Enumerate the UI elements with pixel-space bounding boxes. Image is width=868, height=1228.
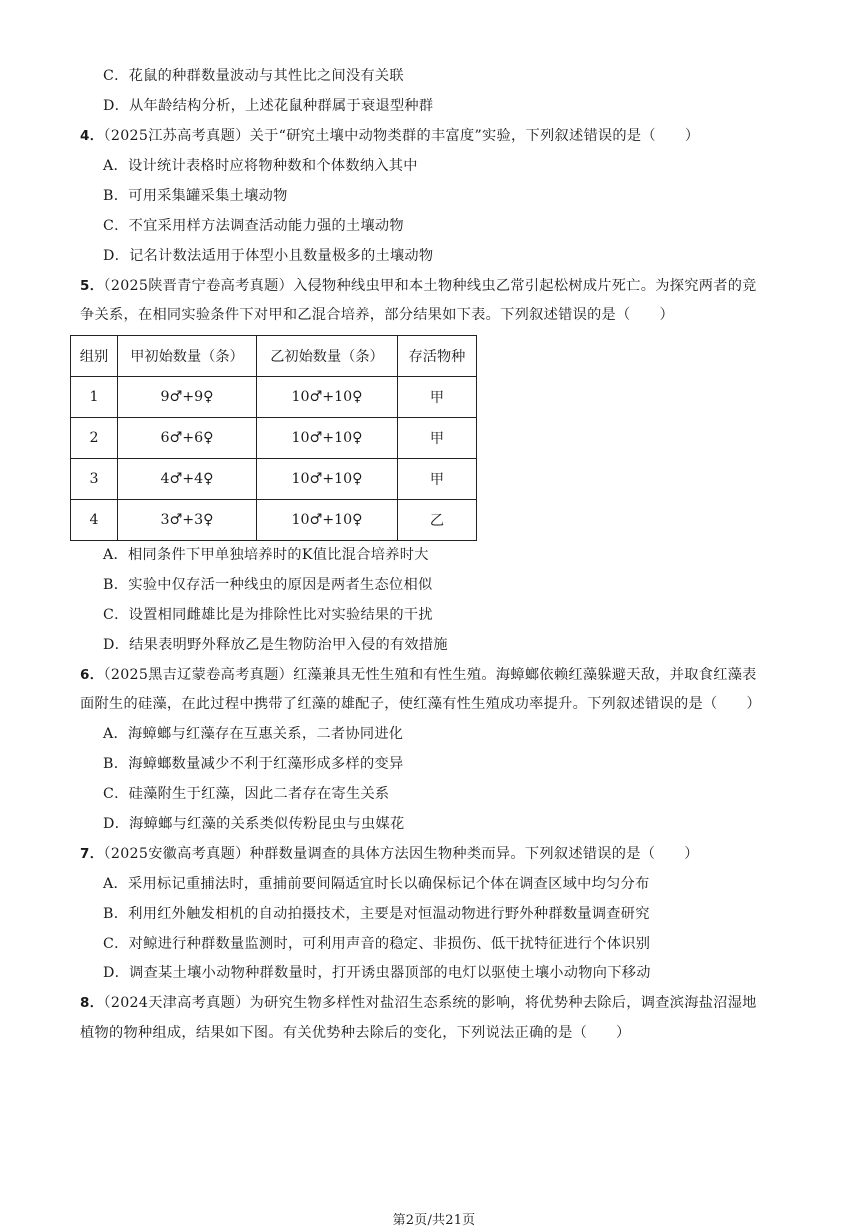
q7-option-b: B．利用红外触发相机的自动拍摄技术，主要是对恒温动物进行野外种群数量调查研究 [103, 906, 650, 922]
q4-option-d: D．记名计数法适用于体型小且数量极多的土壤动物 [103, 248, 434, 264]
question-number: 6． [80, 667, 104, 683]
question-number: 8． [80, 995, 104, 1011]
question-6 [80, 665, 757, 685]
question-5 [80, 276, 757, 296]
page-footer: 第2页/共21页 [392, 1213, 476, 1228]
prev-option-d: D．从年龄结构分析，上述花鼠种群属于衰退型种群 [103, 98, 434, 114]
question-stem-line1: （2025陕晋青宁卷高考真题）入侵物种线虫甲和本土物种线虫乙常引起松树成片死亡。为探究两者的竞 [103, 278, 757, 294]
table-cell: 6♂+6♀ [118, 418, 257, 459]
q6-option-d: D．海蟑螂与红藻的关系类似传粉昆虫与虫媒花 [103, 816, 405, 832]
table-cell: 4 [71, 500, 118, 541]
table-cell: 9♂+9♀ [118, 377, 257, 418]
table-row [71, 500, 477, 541]
q6-option-b: B．海蟑螂数量减少不利于红藻形成多样的变异 [103, 756, 404, 772]
question-stem-line1: （2024天津高考真题）为研究生物多样性对盐沼生态系统的影响，将优势种去除后，调查滨海盐沼湿地 [103, 995, 757, 1011]
table-cell: 1 [71, 377, 118, 418]
q7-option-d: D．调查某土壤小动物种群数量时，打开诱虫器顶部的电灯以驱使土壤小动物向下移动 [103, 965, 651, 981]
table-cell: 甲 [398, 459, 477, 500]
q4-option-a: A．设计统计表格时应将物种数和个体数纳入其中 [103, 158, 418, 174]
table-cell: 2 [71, 418, 118, 459]
table-row [71, 377, 477, 418]
question-number: 5． [80, 278, 104, 294]
question-6-line2: 面附生的硅藻，在此过程中携带了红藻的雄配子，使红藻有性生殖成功率提升。下列叙述错误的是（ ） [80, 696, 761, 712]
q6-option-c: C．硅藻附生于红藻，因此二者存在寄生关系 [103, 786, 390, 802]
table-cell: 3♂+3♀ [118, 500, 257, 541]
question-number: 7． [80, 846, 104, 862]
question-stem: （2025安徽高考真题）种群数量调查的具体方法因生物种类而异。下列叙述错误的是（ ） [103, 846, 699, 862]
q5-option-a: A．相同条件下甲单独培养时的K值比混合培养时大 [103, 547, 429, 563]
q5-option-d: D．结果表明野外释放乙是生物防治甲入侵的有效措施 [103, 637, 448, 653]
results-table [70, 335, 477, 541]
table-header: 甲初始数量（条） [118, 336, 257, 377]
question-stem-line1: （2025黑吉辽蒙卷高考真题）红藻兼具无性生殖和有性生殖。海蟑螂依赖红藻躲避天敌，并取食红藻表 [103, 667, 757, 683]
question-4 [80, 126, 699, 146]
table-cell: 甲 [398, 377, 477, 418]
prev-option-c: C．花鼠的种群数量波动与其性比之间没有关联 [103, 68, 404, 84]
q6-option-a: A．海蟑螂与红藻存在互惠关系，二者协同进化 [103, 726, 404, 742]
question-8-line2: 植物的物种组成，结果如下图。有关优势种去除后的变化，下列说法正确的是（ ） [80, 1025, 631, 1041]
question-8 [80, 993, 757, 1013]
table-cell: 10♂+10♀ [257, 418, 398, 459]
table-cell: 甲 [398, 418, 477, 459]
question-5-line2: 争关系，在相同实验条件下对甲和乙混合培养，部分结果如下表。下列叙述错误的是（ ） [80, 307, 674, 323]
table-header: 存活物种 [398, 336, 477, 377]
q4-option-b: B．可用采集罐采集土壤动物 [103, 188, 288, 204]
table-cell: 10♂+10♀ [257, 377, 398, 418]
question-stem: （2025江苏高考真题）关于“研究土壤中动物类群的丰富度”实验，下列叙述错误的是（ ） [103, 128, 700, 144]
table-cell: 4♂+4♀ [118, 459, 257, 500]
q7-option-c: C．对鲸进行种群数量监测时，可利用声音的稳定、非损伤、低干扰特征进行个体识别 [103, 936, 651, 952]
table-cell: 10♂+10♀ [257, 500, 398, 541]
q5-option-b: B．实验中仅存活一种线虫的原因是两者生态位相似 [103, 577, 433, 593]
q4-option-c: C．不宜采用样方法调查活动能力强的土壤动物 [103, 218, 404, 234]
table-header-row [71, 336, 477, 377]
table-header: 组别 [71, 336, 118, 377]
table-row [71, 418, 477, 459]
table-header: 乙初始数量（条） [257, 336, 398, 377]
question-7 [80, 844, 699, 864]
q5-option-c: C．设置相同雌雄比是为排除性比对实验结果的干扰 [103, 607, 433, 623]
table-cell: 乙 [398, 500, 477, 541]
table-cell: 10♂+10♀ [257, 459, 398, 500]
question-number: 4． [80, 128, 104, 144]
table-row [71, 459, 477, 500]
q7-option-a: A．采用标记重捕法时，重捕前要间隔适宜时长以确保标记个体在调查区域中均匀分布 [103, 876, 650, 892]
table-cell: 3 [71, 459, 118, 500]
